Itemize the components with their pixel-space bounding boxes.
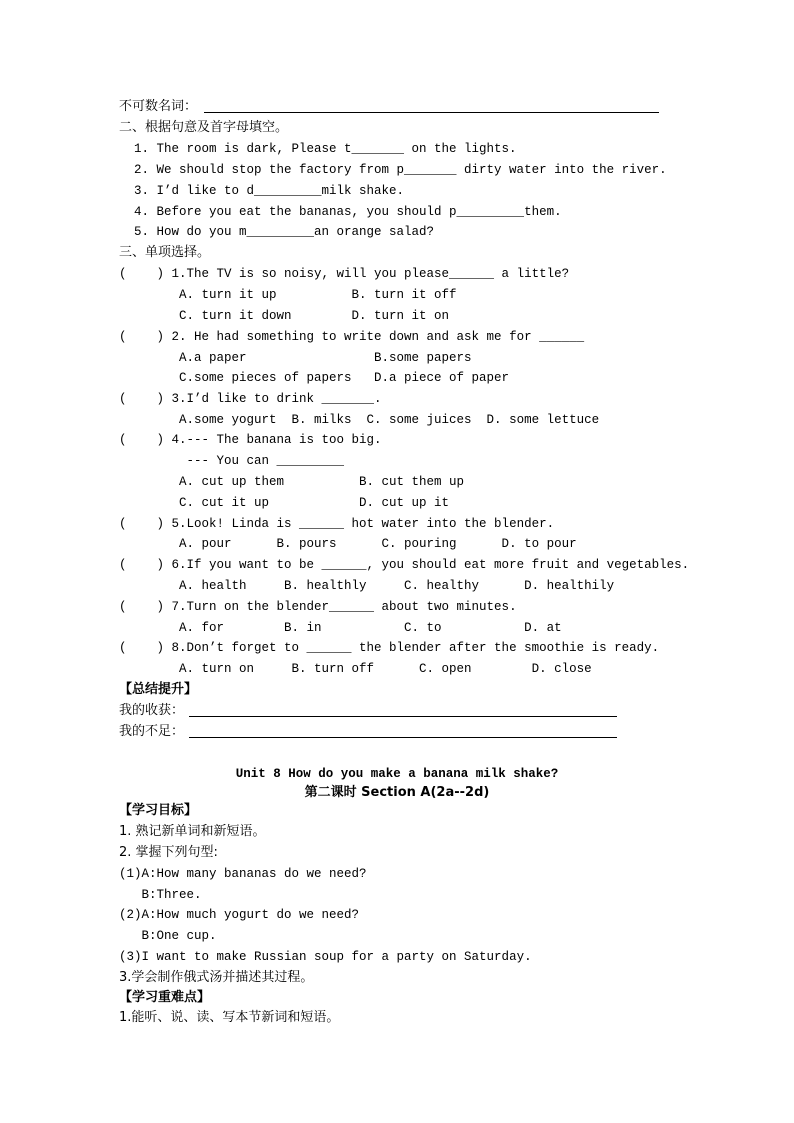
mc-line: A.some yogurt B. milks C. some juices D. some lettuce (119, 413, 600, 427)
goal-line: (2)A:How much yogurt do we need? (119, 908, 360, 922)
mc-line: C. cut it up D. cut up it (119, 496, 450, 510)
mc-line: ( ) 8.Don’t forget to ______ the blender after the smoothie is ready. (119, 641, 660, 655)
goal-line: 2. 掌握下列句型: (119, 845, 218, 860)
goal-line: (1)A:How many bananas do we need? (119, 867, 367, 881)
uncountable-answer-line (204, 112, 659, 113)
gain-label: 我的收获： (119, 703, 185, 718)
mc-line: C.some pieces of papers D.a piece of paper (119, 371, 510, 385)
focus-heading: 【学习重难点】 (119, 990, 211, 1005)
part2-heading: 二、根据句意及首字母填空。 (119, 120, 289, 135)
mc-line: A. cut up them B. cut them up (119, 475, 465, 489)
part3-heading: 三、单项选择。 (119, 245, 211, 260)
mc-line: --- You can _________ (119, 454, 345, 468)
goal-line: (3)I want to make Russian soup for a party on Saturday. (119, 950, 532, 964)
fill-item-2: 2. We should stop the factory from p_______ dirty water into the river. (134, 163, 667, 177)
mc-line: A. turn it up B. turn it off (119, 288, 457, 302)
mc-line: ( ) 1.The TV is so noisy, will you please______ a little? (119, 267, 570, 281)
mc-line: ( ) 3.I’d like to drink _______. (119, 392, 382, 406)
goal-line: B:Three. (119, 888, 202, 902)
summary-heading: 【总结提升】 (119, 682, 198, 697)
lesson-title: Unit 8 How do you make a banana milk shake? (235, 767, 559, 781)
mc-line: A. for B. in C. to D. at (119, 621, 562, 635)
mc-line: A. pour B. pours C. pouring D. to pour (119, 537, 577, 551)
gain-answer-line (189, 716, 617, 717)
goal-line: 3.学会制作俄式汤并描述其过程。 (119, 970, 314, 985)
goals-heading: 【学习目标】 (119, 803, 198, 818)
mc-line: ( ) 6.If you want to be ______, you should eat more fruit and vegetables. (119, 558, 690, 572)
mc-line: A. turn on B. turn off C. open D. close (119, 662, 592, 676)
mc-line: A.a paper B.some papers (119, 351, 472, 365)
fill-item-1: 1. The room is dark, Please t_______ on the lights. (134, 142, 517, 156)
uncountable-label: 不可数名词： (119, 99, 198, 114)
mc-line: ( ) 7.Turn on the blender______ about two minutes. (119, 600, 517, 614)
mc-line: ( ) 4.--- The banana is too big. (119, 433, 382, 447)
lack-answer-line (189, 737, 617, 738)
goal-line: 1. 熟记新单词和新短语。 (119, 824, 266, 839)
fill-item-3: 3. I’d like to d_________milk shake. (134, 184, 405, 198)
mc-line: ( ) 5.Look! Linda is ______ hot water into the blender. (119, 517, 555, 531)
fill-item-4: 4. Before you eat the bananas, you should p_________them. (134, 205, 562, 219)
lack-label: 我的不足： (119, 724, 185, 739)
fill-item-5: 5. How do you m_________an orange salad? (134, 225, 435, 239)
lesson-subtitle: 第二课时 Section A(2a--2d) (304, 785, 490, 800)
goal-line: B:One cup. (119, 929, 217, 943)
mc-line: ( ) 2. He had something to write down and ask me for ______ (119, 330, 585, 344)
focus-line: 1.能听、说、读、写本节新词和短语。 (119, 1010, 340, 1025)
mc-line: A. health B. healthly C. healthy D. healthily (119, 579, 615, 593)
mc-line: C. turn it down D. turn it on (119, 309, 450, 323)
